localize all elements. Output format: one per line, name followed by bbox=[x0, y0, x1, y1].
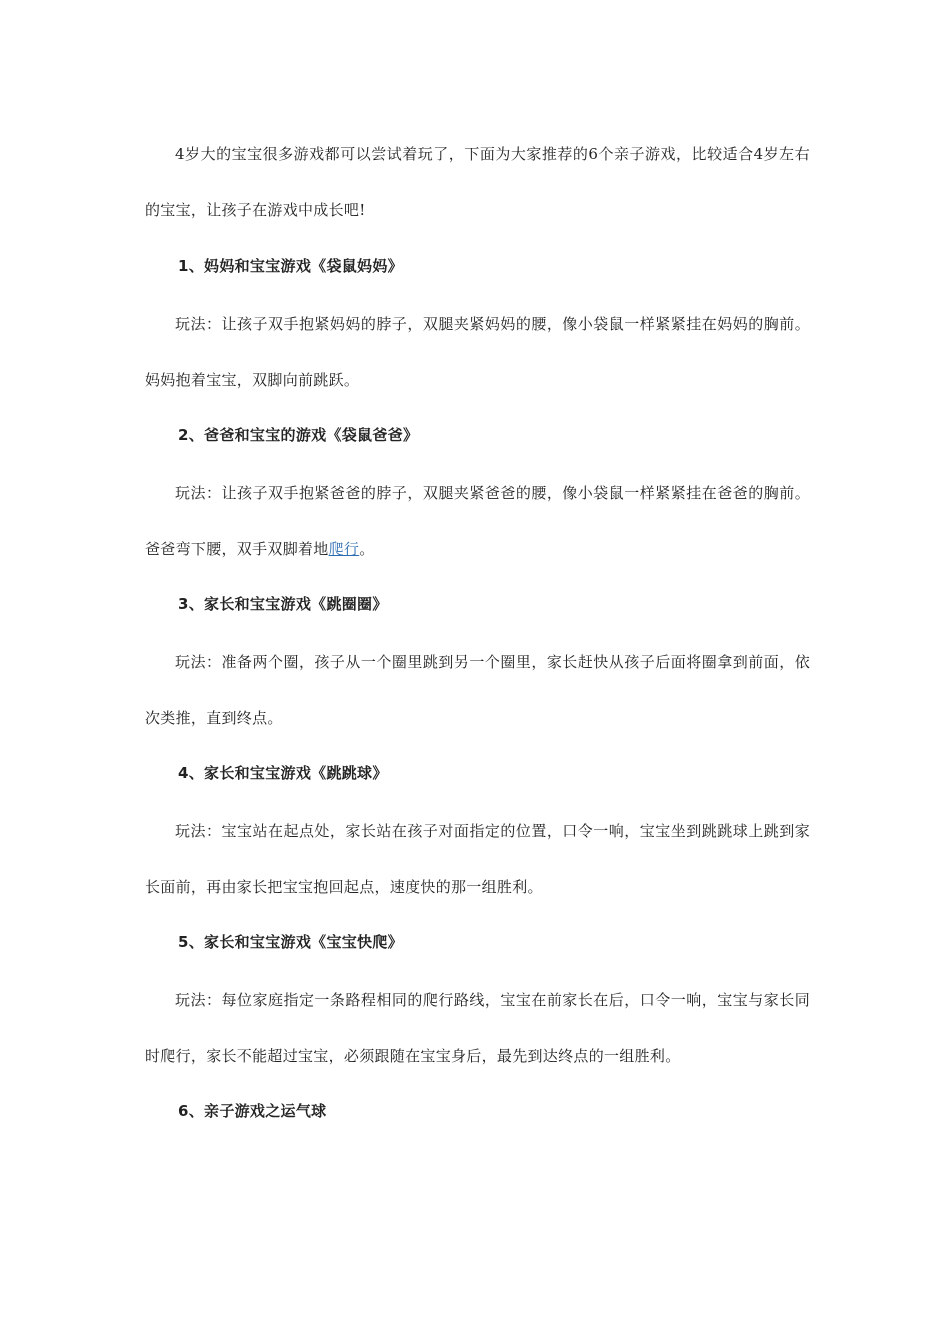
intro-paragraph: 4岁大的宝宝很多游戏都可以尝试着玩了，下面为大家推荐的6个亲子游戏，比较适合4岁左右的宝宝，让孩子在游戏中成长吧! bbox=[145, 145, 810, 219]
game-4-text: 玩法：宝宝站在起点处，家长站在孩子对面指定的位置，口令一响，宝宝坐到跳跳球上跳到家长面前，再由家长把宝宝抱回起点，速度快的那一组胜利。 bbox=[145, 822, 810, 896]
game-2-title: 2、爸爸和宝宝的游戏《袋鼠爸爸》 bbox=[178, 426, 419, 444]
game-5-text: 玩法：每位家庭指定一条路程相同的爬行路线，宝宝在前家长在后，口令一响，宝宝与家长同时爬行，家长不能超过宝宝，必须跟随在宝宝身后，最先到达终点的一组胜利。 bbox=[145, 991, 810, 1065]
game-2-text-before: 玩法：让孩子双手抱紧爸爸的脖子，双腿夹紧爸爸的腰，像小袋鼠一样紧紧挂在爸爸的胸前。爸爸弯下腰，双手双脚着地 bbox=[145, 484, 810, 558]
game-2-text-after: 。 bbox=[359, 540, 375, 558]
game-4-title: 4、家长和宝宝游戏《跳跳球》 bbox=[178, 764, 388, 782]
game-1-text: 玩法：让孩子双手抱紧妈妈的脖子，双腿夹紧妈妈的腰，像小袋鼠一样紧紧挂在妈妈的胸前。妈妈抱着宝宝，双脚向前跳跃。 bbox=[145, 315, 810, 389]
game-5-title: 5、家长和宝宝游戏《宝宝快爬》 bbox=[178, 933, 403, 951]
game-3-text: 玩法：准备两个圈，孩子从一个圈里跳到另一个圈里，家长赶快从孩子后面将圈拿到前面，依次类推，直到终点。 bbox=[145, 653, 810, 727]
game-3-title: 3、家长和宝宝游戏《跳圈圈》 bbox=[178, 595, 388, 613]
game-6-title: 6、亲子游戏之运气球 bbox=[178, 1102, 327, 1120]
crawl-link[interactable]: 爬行 bbox=[328, 540, 360, 558]
game-1-title: 1、妈妈和宝宝游戏《袋鼠妈妈》 bbox=[178, 257, 403, 275]
game-2-text bbox=[145, 465, 810, 577]
